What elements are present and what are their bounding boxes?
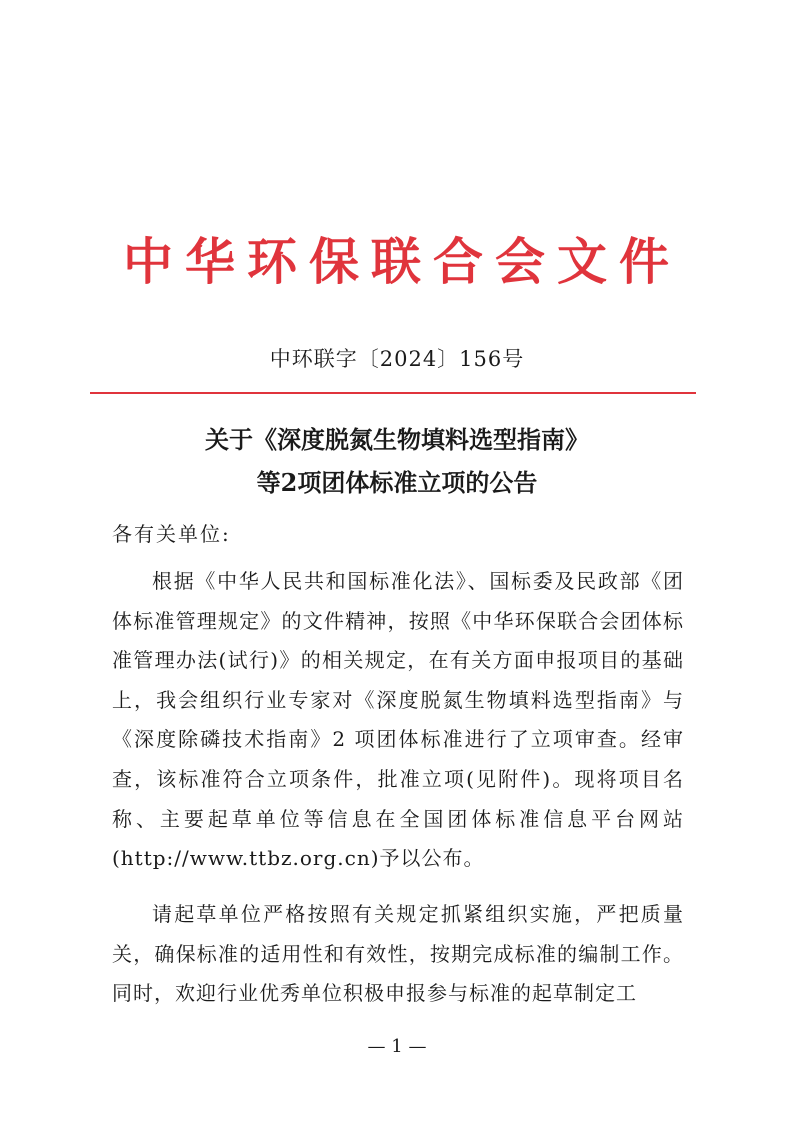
- org-header-title: 中华环保联合会文件: [123, 233, 681, 291]
- red-divider: [90, 392, 696, 394]
- notice-title-line-1: 关于《深度脱氮生物填料选型指南》: [205, 425, 589, 454]
- notice-title-line-2: 等2项团体标准立项的公告: [256, 468, 538, 497]
- page-number: — 1 —: [367, 1036, 427, 1057]
- salutation: 各有关单位:: [112, 522, 231, 546]
- body-paragraph-1: 根据《中华人民共和国标准化法》、国标委及民政部《团体标准管理规定》的文件精神，按照《中华环保联合会团体标准管理办法(试行)》的相关规定，在有关方面申报项目的基础上，我会组织行业专家对《深度脱氮生物填料选型指南》与《深度除磷技术指南》2 项团体标准进行了立项审查。经审查，该标准符合立项条件，批准立项(见附件)。现将项目名称、主要起草单位等信息在全国团体标准信息平台网站(http://www.ttbz.org.cn)予以公布。: [112, 569, 684, 871]
- body-paragraph-2: 请起草单位严格按照有关规定抓紧组织实施，严把质量关，确保标准的适用性和有效性，按期完成标准的编制工作。同时，欢迎行业优秀单位积极申报参与标准的起草制定工: [112, 902, 684, 1006]
- document-number: 中环联字〔2024〕156号: [269, 347, 525, 371]
- notice-title: [0, 418, 794, 504]
